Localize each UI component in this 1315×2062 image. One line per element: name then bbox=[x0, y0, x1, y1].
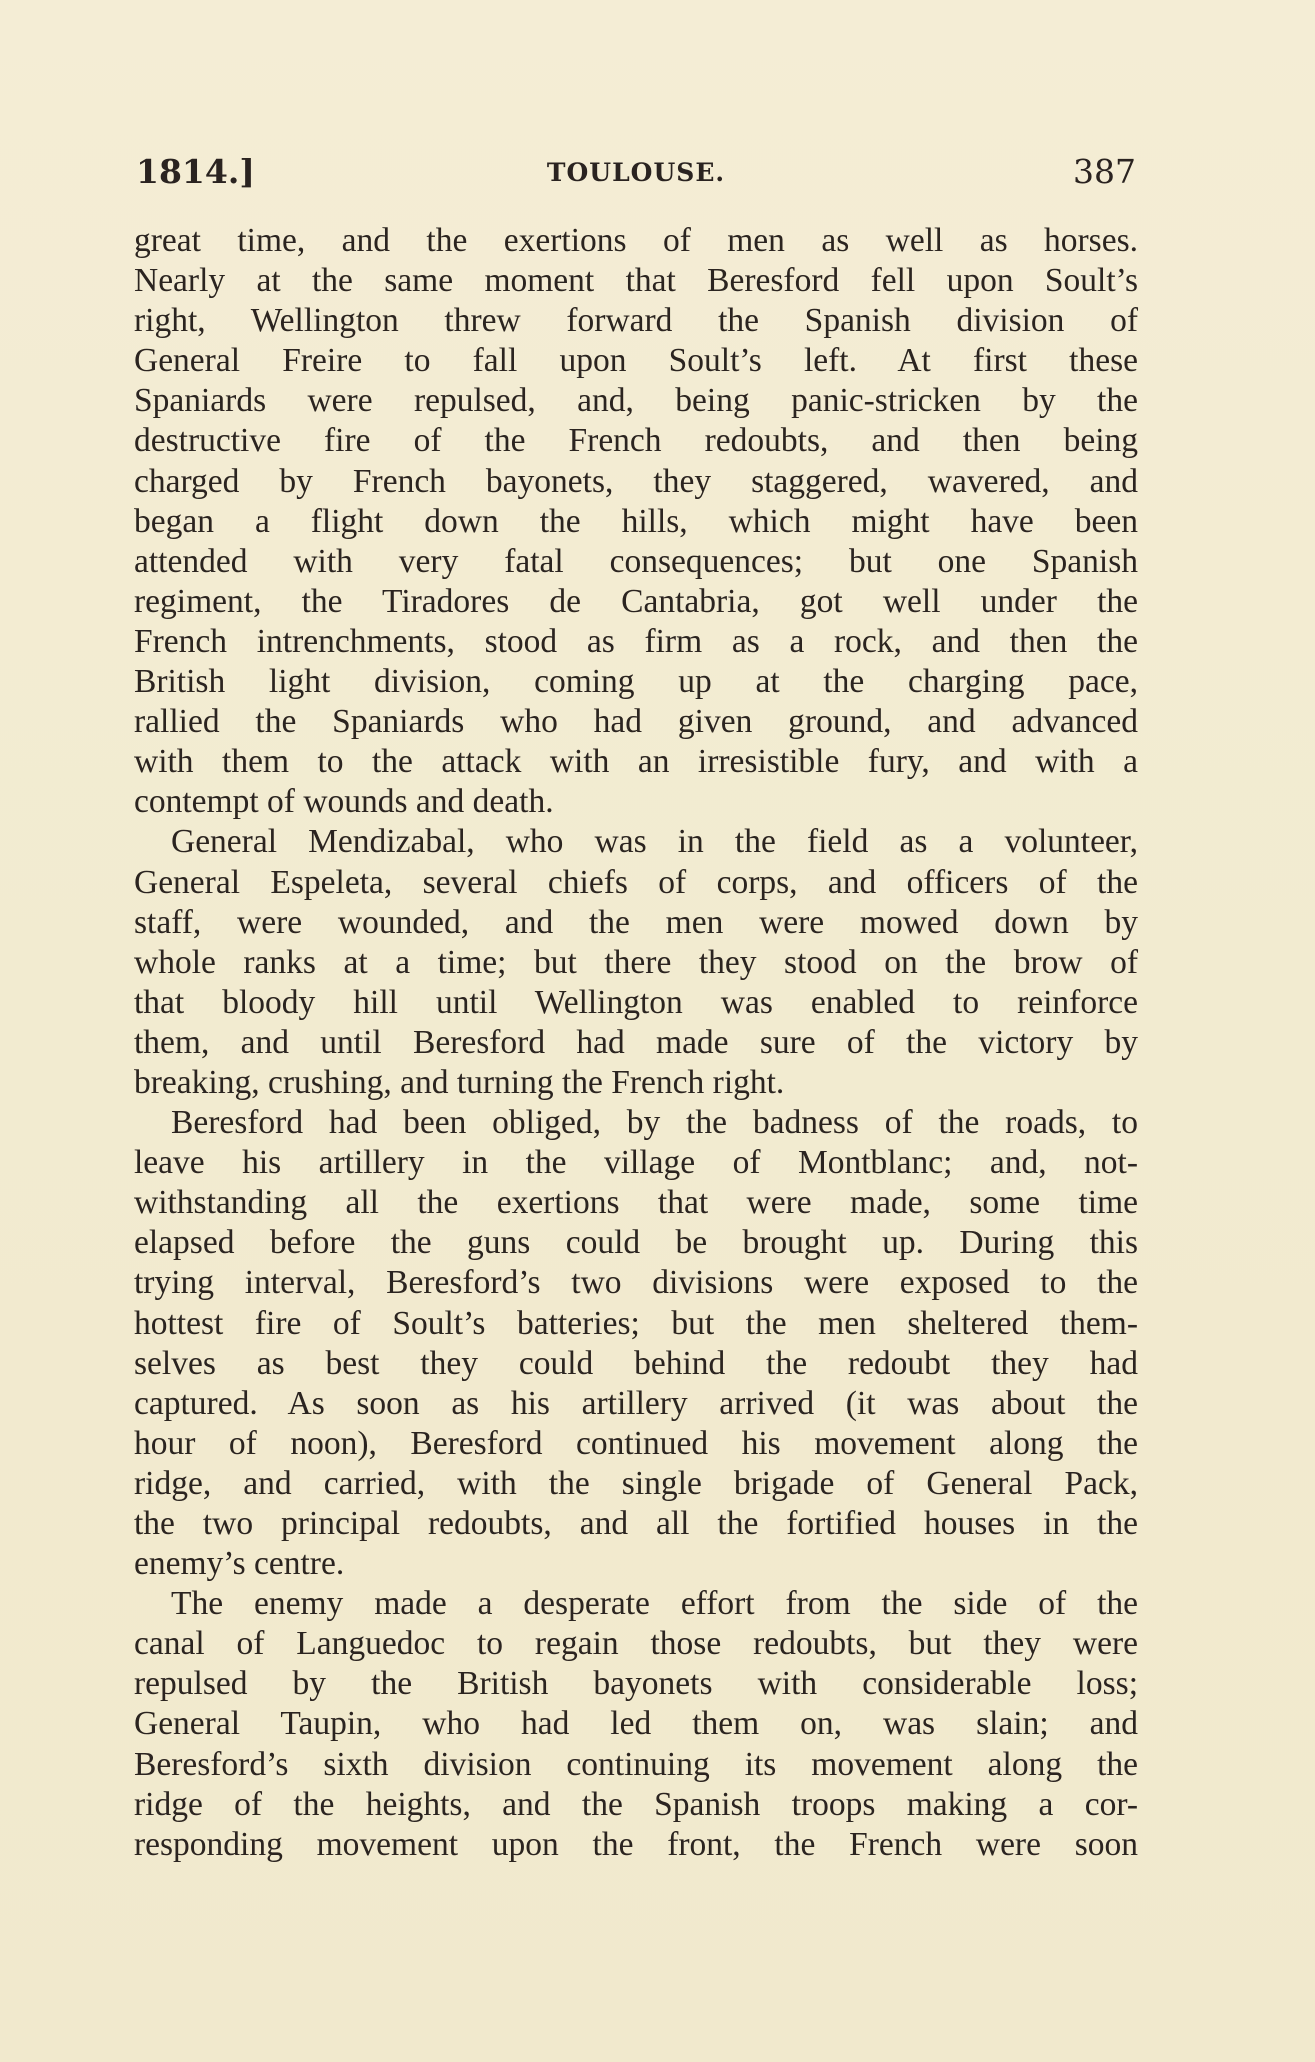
text-line: great time, and the exertions of men as well as horses. bbox=[134, 222, 1138, 259]
text-line: General Espeleta, several chiefs of corps, and officers of the bbox=[134, 863, 1138, 901]
text-line: right, Wellington threw forward the Spanish division of bbox=[134, 302, 1138, 340]
text-line: enemy’s centre. bbox=[134, 1545, 345, 1583]
paragraph-first-line: General Mendizabal, who was in the field as a volunteer, bbox=[171, 823, 1138, 861]
header-title: TOULOUSE. bbox=[546, 158, 726, 187]
text-line: with them to the attack with an irresistible fury, and with a bbox=[134, 743, 1138, 781]
text-line: rallied the Spaniards who had given ground, and advanced bbox=[134, 703, 1138, 741]
text-line: responding movement upon the front, the French were soon bbox=[134, 1825, 1138, 1863]
text-line: began a flight down the hills, which might have been bbox=[134, 502, 1138, 540]
paragraph-first-line: The enemy made a desperate effort from the side of the bbox=[171, 1585, 1138, 1623]
text-line: that bloody hill until Wellington was enabled to reinforce bbox=[134, 983, 1138, 1021]
text-line: hour of noon), Beresford continued his movement along the bbox=[134, 1424, 1138, 1462]
text-line: repulsed by the British bayonets with considerable loss; bbox=[134, 1665, 1138, 1703]
text-line: ridge, and carried, with the single brigade of General Pack, bbox=[134, 1464, 1138, 1502]
text-line: Beresford’s sixth division continuing its movement along the bbox=[134, 1745, 1138, 1783]
text-line: regiment, the Tiradores de Cantabria, got well under the bbox=[134, 582, 1138, 620]
text-line: captured. As soon as his artillery arrived (it was about the bbox=[134, 1384, 1138, 1422]
text-line: destructive fire of the French redoubts, and then being bbox=[134, 422, 1138, 460]
text-line: breaking, crushing, and turning the French right. bbox=[134, 1063, 785, 1101]
text-line: them, and until Beresford had made sure of the victory by bbox=[134, 1023, 1138, 1061]
text-line: elapsed before the guns could be brought up. During this bbox=[134, 1224, 1138, 1262]
text-line: whole ranks at a time; but there they stood on the brow of bbox=[134, 943, 1138, 981]
text-line: General Taupin, who had led them on, was slain; and bbox=[134, 1705, 1138, 1743]
text-line: selves as best they could behind the redoubt they had bbox=[134, 1344, 1138, 1382]
running-header bbox=[136, 152, 1136, 208]
text-line: French intrenchments, stood as firm as a rock, and then the bbox=[134, 622, 1138, 660]
text-line: staff, were wounded, and the men were mowed down by bbox=[134, 903, 1138, 941]
text-line: hottest fire of Soult’s batteries; but the men sheltered them- bbox=[134, 1304, 1138, 1342]
text-line: trying interval, Beresford’s two divisions were exposed to the bbox=[134, 1264, 1138, 1302]
text-line: British light division, coming up at the charging pace, bbox=[134, 663, 1138, 701]
text-line: ridge of the heights, and the Spanish troops making a cor- bbox=[134, 1785, 1138, 1823]
text-line: canal of Languedoc to regain those redoubts, but they were bbox=[134, 1625, 1138, 1663]
body-text bbox=[134, 221, 1138, 1865]
text-line: Nearly at the same moment that Beresford fell upon Soult’s bbox=[134, 262, 1138, 300]
page-number: 387 bbox=[1073, 152, 1136, 191]
text-line: leave his artillery in the village of Montblanc; and, not- bbox=[134, 1144, 1138, 1182]
header-year: 1814.] bbox=[136, 152, 255, 191]
text-line: Spaniards were repulsed, and, being panic-stricken by the bbox=[134, 382, 1138, 420]
text-line: charged by French bayonets, they staggered, wavered, and bbox=[134, 462, 1138, 500]
text-line: General Freire to fall upon Soult’s left. At first these bbox=[134, 342, 1138, 380]
text-line: attended with very fatal consequences; but one Spanish bbox=[134, 542, 1138, 580]
paragraph-first-line: Beresford had been obliged, by the badness of the roads, to bbox=[171, 1104, 1138, 1142]
text-line: withstanding all the exertions that were made, some time bbox=[134, 1184, 1138, 1222]
text-line: the two principal redoubts, and all the fortified houses in the bbox=[134, 1505, 1138, 1542]
text-line: contempt of wounds and death. bbox=[134, 783, 554, 821]
